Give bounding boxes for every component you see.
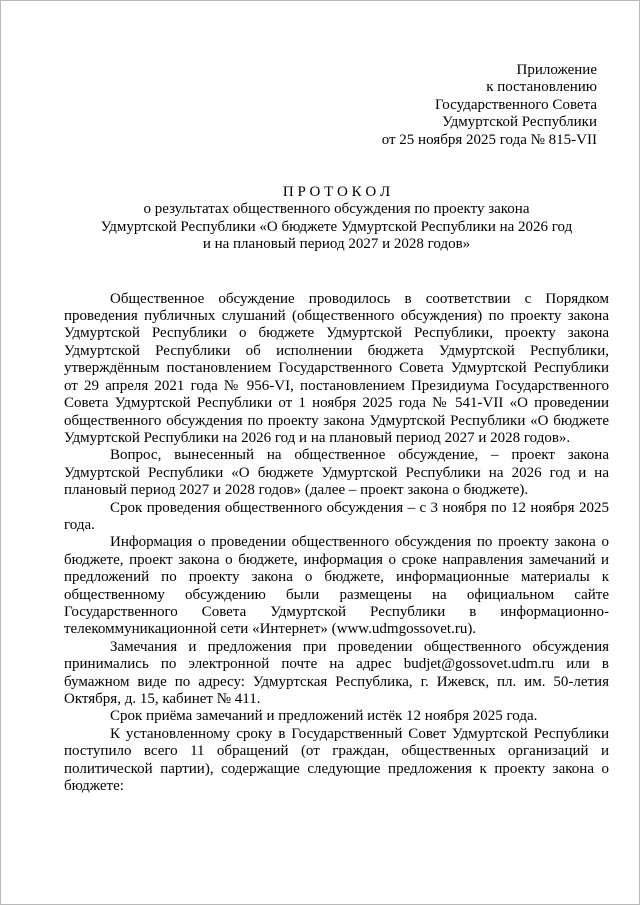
paragraph: Вопрос, вынесенный на общественное обсуждение, – проект закона Удмуртской Республики «О бюджете Удмуртской Республики на 2026 год и на плановый период 2027 и 2028 годов» (далее – проект закона о бюджете).: [64, 447, 609, 499]
annex-line: Удмуртской Республики: [442, 114, 597, 131]
title-line: о результатах общественного обсуждения по проекту закона: [143, 201, 530, 218]
paragraph: Замечания и предложения при проведении общественного обсуждения принимались по электронной почте на адрес budjet@gossovet.udm.ru или в бумажном виде по адресу: Удмуртская Республика, г. Ижевск, пл. им. 50-летия Октября, д. 15, кабинет № 411.: [64, 638, 609, 707]
annex-reference-block: [64, 62, 597, 149]
document-body: [64, 291, 609, 796]
annex-line: Государственного Совета: [434, 96, 597, 113]
title-line: и на плановый период 2027 и 2028 годов»: [202, 236, 471, 253]
paragraph: Срок проведения общественного обсуждения – с 3 ноября по 12 ноября 2025 года.: [64, 499, 609, 533]
annex-line: от 25 ноября 2025 года № 815-VII: [381, 131, 597, 148]
paragraph: Информация о проведении общественного обсуждения по проекту закона о бюджете, проект закона о бюджете, информация о сроке направления замечаний и предложений по проекту закона о бюджете, информационные материалы к общественному обсуждению были размещены на официальном сайте Государственного Совета Удмуртской Республики в информационно-телекоммуникационной сети «Интернет» (www.udmgossovet.ru).: [64, 534, 609, 638]
paragraph: Общественное обсуждение проводилось в соответствии с Порядком проведения публичных слушаний (общественного обсуждения) по проекту закона Удмуртской Республики о бюджете Удмуртской Республики, проекту закона Удмуртской Республики об исполнении бюджета Удмуртской Республики, утверждённым постановлением Государственного Совета Удмуртской Республики от 29 апреля 2021 года № 956-VI, постановлением Президиума Государственного Совета Удмуртской Республики от 1 ноября 2025 года № 541-VII «О проведении общественного обсуждения по проекту закона Удмуртской Республики «О бюджете Удмуртской Республики на 2026 год и на плановый период 2027 и 2028 годов».: [64, 290, 609, 446]
paragraph: К установленному сроку в Государственный Совет Удмуртской Республики поступило всего 11 обращений (от граждан, общественных организаций и политической партии), содержащие следующие предложения к проекту закона о бюджете:: [64, 725, 609, 795]
paragraph: Срок приёма замечаний и предложений истёк 12 ноября 2025 года.: [110, 708, 538, 725]
title-line-protocol: П Р О Т О К О Л: [282, 184, 391, 201]
title-line: Удмуртской Республики «О бюджете Удмуртской Республики на 2026 год: [100, 218, 573, 235]
annex-line: к постановлению: [486, 79, 597, 96]
annex-line: Приложение: [516, 62, 597, 78]
document-title: [64, 184, 609, 254]
